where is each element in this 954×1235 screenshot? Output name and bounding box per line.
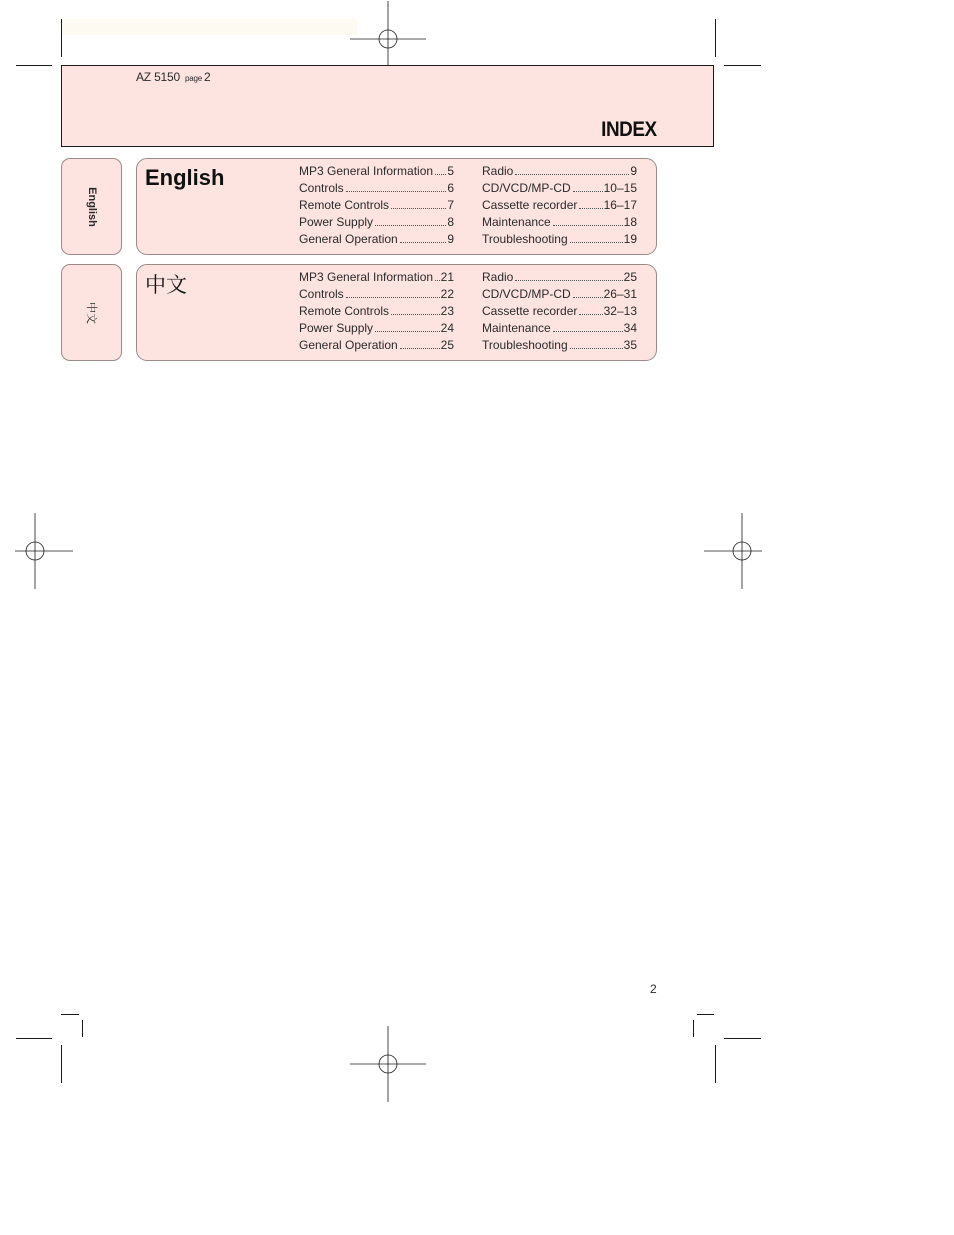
toc-entry[interactable] (482, 269, 637, 286)
toc-entry-page: 23 (440, 304, 454, 318)
crop-mark (715, 19, 716, 57)
toc-entry-label: Power Supply (299, 321, 374, 335)
toc-entry[interactable] (482, 163, 637, 180)
toc-entry[interactable] (299, 303, 454, 320)
toc-entry-label: Controls (299, 181, 344, 195)
toc-entry[interactable] (299, 197, 454, 214)
toc-entry[interactable] (299, 269, 454, 286)
toc-entry-page: 24 (440, 321, 454, 335)
toc-entry[interactable] (299, 337, 454, 354)
crop-mark (724, 65, 761, 66)
toc-entry-page: 10–15 (603, 181, 637, 195)
leader-dots (515, 279, 622, 281)
toc-entry[interactable] (482, 197, 637, 214)
toc-entry[interactable] (482, 214, 637, 231)
leader-dots (346, 296, 440, 298)
leader-dots (553, 224, 623, 226)
leader-dots (553, 330, 623, 332)
toc-column (299, 163, 454, 248)
toc-entry-page: 9 (630, 164, 637, 178)
crop-mark (82, 1020, 83, 1037)
toc-entry[interactable] (299, 320, 454, 337)
toc-entry-page: 6 (447, 181, 454, 195)
leader-dots (570, 241, 623, 243)
crop-mark (61, 19, 62, 57)
toc-entry-page: 16–17 (603, 198, 637, 212)
toc-entry[interactable] (299, 163, 454, 180)
toc-entry-label: Remote Controls (299, 304, 390, 318)
crop-mark (724, 1038, 761, 1039)
toc-entry-page: 25 (623, 270, 637, 284)
toc-entry[interactable] (482, 180, 637, 197)
toc-entry-page: 8 (447, 215, 454, 229)
print-tint-strip (62, 19, 357, 35)
toc-column (299, 269, 454, 354)
toc-entry-label: Radio (482, 270, 514, 284)
registration-mark-bottom (350, 1026, 426, 1102)
crop-mark (715, 1045, 716, 1083)
toc-entry[interactable] (299, 231, 454, 248)
crop-mark (61, 1045, 62, 1083)
toc-entry-page: 19 (623, 232, 637, 246)
page-ref: 2 (203, 70, 211, 84)
leader-dots (346, 190, 447, 192)
toc-entry-label: General Operation (299, 338, 398, 352)
leader-dots (570, 347, 623, 349)
toc-entry[interactable] (299, 180, 454, 197)
leader-dots (579, 313, 602, 315)
leader-dots (375, 224, 446, 226)
leader-dots (391, 207, 446, 209)
leader-dots (391, 313, 440, 315)
toc-entry-page: 25 (440, 338, 454, 352)
toc-entry-page: 18 (623, 215, 637, 229)
page-number: 2 (650, 982, 657, 996)
toc-entry-label: Remote Controls (299, 198, 390, 212)
toc-entry-page: 22 (440, 287, 454, 301)
leader-dots (573, 296, 603, 298)
toc-entry-page: 5 (447, 164, 454, 178)
toc-panel-english (136, 158, 657, 255)
language-tab-label: 中文 (84, 301, 97, 324)
model-number: AZ 5150 (136, 70, 180, 84)
crop-mark (693, 1020, 694, 1037)
toc-entry-label: CD/VCD/MP-CD (482, 287, 571, 301)
crop-mark (16, 1038, 52, 1039)
toc-entry-label: Maintenance (482, 215, 551, 229)
section-title: 中文 (145, 274, 187, 297)
crop-mark (697, 1014, 714, 1015)
toc-entry-label: Radio (482, 164, 514, 178)
toc-panel-chinese (136, 264, 657, 361)
toc-entry-label: MP3 General Information (299, 270, 434, 284)
toc-entry-page: 35 (623, 338, 637, 352)
toc-entry[interactable] (299, 286, 454, 303)
toc-entry-label: Cassette recorder (482, 304, 578, 318)
toc-entry[interactable] (482, 286, 637, 303)
toc-entry[interactable] (482, 337, 637, 354)
toc-column (482, 269, 637, 354)
language-tab-label: English (85, 186, 98, 227)
toc-entry-label: Maintenance (482, 321, 551, 335)
leader-dots (375, 330, 440, 332)
leader-dots (573, 190, 603, 192)
toc-entry-label: Troubleshooting (482, 232, 568, 246)
page-word: page (184, 74, 202, 83)
leader-dots (579, 207, 602, 209)
registration-mark-left (0, 513, 73, 589)
toc-entry-page: 7 (447, 198, 454, 212)
toc-entry-label: MP3 General Information (299, 164, 434, 178)
leader-dots (400, 241, 447, 243)
toc-entry-page: 32–13 (603, 304, 637, 318)
toc-entry-page: 9 (447, 232, 454, 246)
toc-column (482, 163, 637, 248)
toc-entry-page: 21 (440, 270, 454, 284)
document-id (136, 70, 210, 84)
leader-dots (400, 347, 440, 349)
toc-entry-label: Controls (299, 287, 344, 301)
toc-entry-label: CD/VCD/MP-CD (482, 181, 571, 195)
index-title: INDEX (601, 118, 657, 141)
toc-entry-label: Troubleshooting (482, 338, 568, 352)
crop-mark (16, 65, 52, 66)
toc-entry[interactable] (482, 231, 637, 248)
leader-dots (435, 279, 440, 281)
toc-entry[interactable] (299, 214, 454, 231)
toc-entry[interactable] (482, 303, 637, 320)
section-title: English (145, 165, 225, 190)
toc-entry-label: Cassette recorder (482, 198, 578, 212)
leader-dots (435, 173, 446, 175)
language-tab-english[interactable] (61, 158, 122, 255)
leader-dots (515, 173, 629, 175)
registration-mark-right (704, 513, 780, 589)
toc-entry-page: 26–31 (603, 287, 637, 301)
toc-entry[interactable] (482, 320, 637, 337)
toc-entry-page: 34 (623, 321, 637, 335)
toc-entry-label: General Operation (299, 232, 398, 246)
language-tab-chinese[interactable] (61, 264, 122, 361)
crop-mark (61, 1014, 79, 1015)
toc-entry-label: Power Supply (299, 215, 374, 229)
